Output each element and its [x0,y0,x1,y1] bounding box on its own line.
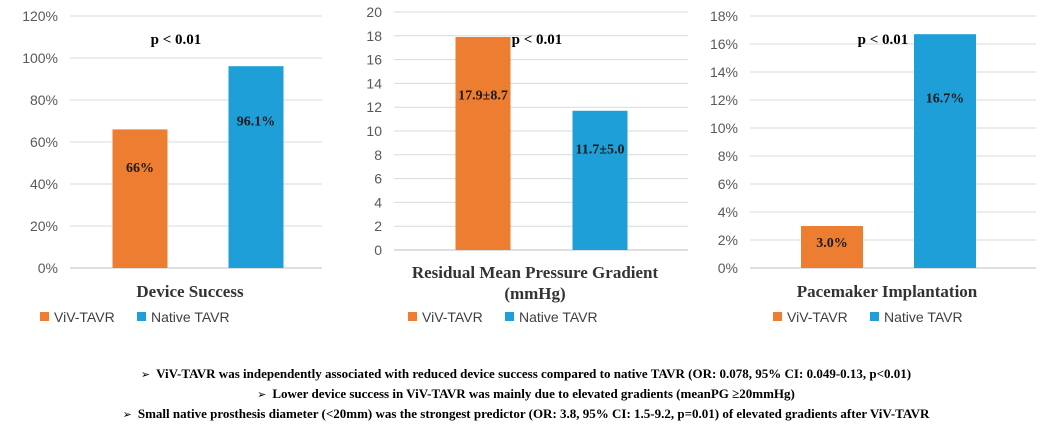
chart-title: (mmHg) [504,284,566,303]
chart-title: Device Success [136,282,244,301]
y-tick-label: 60% [29,134,58,150]
chart-title: Pacemaker Implantation [796,282,978,301]
legend-swatch [773,312,782,321]
y-tick-label: 2 [374,218,382,235]
bar-native-tavr [229,66,284,268]
data-label: 11.7±5.0 [575,142,625,158]
legend-swatch [40,312,49,321]
y-tick-label: 20% [29,218,58,234]
y-tick-label: 16% [709,36,738,52]
p-value-annotation: p < 0.01 [150,32,202,48]
y-tick-label: 0% [37,260,58,276]
y-tick-label: 6 [374,170,382,187]
chart-title: Residual Mean Pressure Gradient [411,263,659,282]
y-tick-label: 40% [29,176,58,192]
bar-native-tavr [573,111,628,250]
note-text: Small native prosthesis diameter (<20mm) was the strongest predictor (OR: 3.8, 95% CI: 1.5-9.2, p=0.01) of elevated gradients after ViV-TAVR [137,406,930,421]
chart-panel-device-success [0,0,340,340]
note-text: ViV-TAVR was independently associated with reduced device success compared to native TAVR (OR: 0.078, 95% CI: 0.049-0.13, p<0.01) [156,366,912,381]
y-tick-label: 20 [366,4,382,20]
arrowhead-bullet-icon: ➢ [140,368,151,381]
y-tick-label: 14 [366,75,382,92]
chart-panel-pacemaker [700,0,1045,340]
data-label: 17.9±8.7 [458,88,508,104]
legend-label: Native TAVR [151,309,230,325]
legend-swatch [505,312,514,321]
y-tick-label: 0% [717,260,738,276]
bar-native-tavr [914,34,976,268]
y-tick-label: 8% [717,148,738,164]
legend-label: Native TAVR [519,309,598,325]
note-item [0,404,1052,424]
legend-swatch [408,312,417,321]
y-tick-label: 16 [366,51,382,68]
legend-label: Native TAVR [884,309,963,325]
y-tick-label: 18% [709,8,738,24]
p-value-annotation: p < 0.01 [511,32,563,48]
y-tick-label: 6% [717,176,738,192]
pacemaker-chart [700,0,1045,340]
legend-label: ViV-TAVR [54,309,115,325]
data-label: 16.7% [925,91,965,107]
bar-viv-tavr [113,129,168,268]
y-tick-label: 4% [717,204,738,220]
y-tick-label: 12 [366,99,382,116]
y-tick-label: 14% [709,64,738,80]
y-tick-label: 80% [29,92,58,108]
note-text: Lower device success in ViV-TAVR was mainly due to elevated gradients (meanPG ≥20mmHg) [272,386,795,401]
legend-swatch [137,312,146,321]
y-tick-label: 10 [366,123,382,139]
y-tick-label: 12% [709,92,738,108]
y-tick-label: 120% [22,8,58,24]
legend-label: ViV-TAVR [787,309,848,325]
data-label: 66% [126,160,154,176]
data-label: 3.0% [816,236,848,251]
y-tick-label: 100% [22,50,58,66]
device-success-chart [0,0,340,340]
legend-label: ViV-TAVR [422,309,483,325]
p-value-annotation: p < 0.01 [857,32,909,48]
data-label: 96.1% [236,114,276,130]
arrowhead-bullet-icon: ➢ [257,388,267,401]
note-item [0,364,1052,384]
y-tick-label: 8 [374,146,382,163]
y-tick-label: 18 [366,27,382,44]
legend-swatch [870,312,879,321]
pressure-gradient-chart [350,0,690,340]
bar-viv-tavr [456,37,511,250]
note-item [0,384,1052,404]
arrowhead-bullet-icon: ➢ [122,408,132,421]
y-tick-label: 2% [717,232,738,248]
y-tick-label: 4 [374,194,382,211]
y-tick-label: 0 [374,242,382,258]
chart-panel-pressure-gradient [350,0,690,340]
y-tick-label: 10% [709,120,738,136]
findings-notes [0,364,1052,424]
